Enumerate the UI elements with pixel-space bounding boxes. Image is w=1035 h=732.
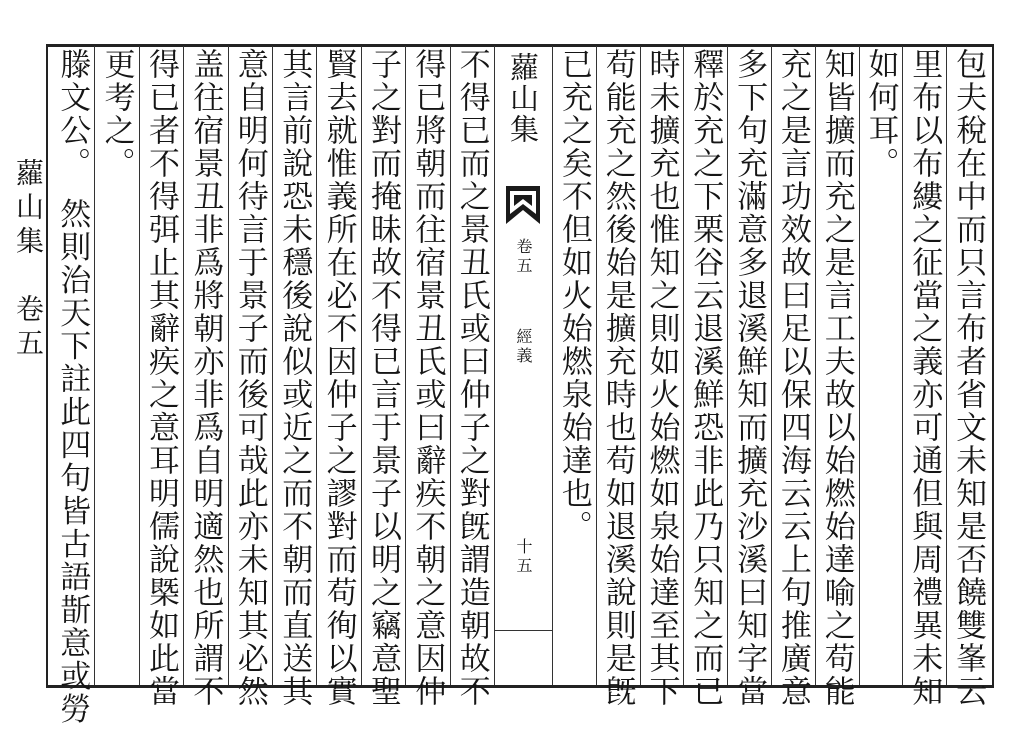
text-column: 賢去就惟義所在必不因仲子之謬對而苟徇以實 (320, 48, 357, 708)
text-column: 包夫稅在中而只言布者省文未知是否饒雙峯云 (950, 48, 987, 708)
text-column: 苟能充之然後始是擴充時也苟如退溪說則是旣 (599, 48, 636, 708)
column-rule (902, 46, 903, 685)
text-column: 時未擴充也惟知之則如火始燃如泉始達至其下 (643, 48, 680, 708)
center-strip (494, 46, 552, 685)
text-column: 得已者不得弭止其辭疾之意耳明儒說槩如此當 (143, 48, 179, 708)
text-column: 充之是言功效故曰足以保四海云云上句推廣意 (774, 48, 811, 708)
column-rule (316, 46, 317, 685)
column-rule (94, 46, 95, 685)
text-column: 已充之矣不但如火始燃泉始達也。 (555, 48, 592, 543)
column-rule (272, 46, 273, 685)
column-rule (683, 46, 684, 685)
column-rule (946, 46, 947, 685)
text-column: 子之對而掩昧故不得已言于景子以明之竊意聖 (365, 48, 401, 708)
text-column: 如何耳。 (862, 48, 899, 180)
text-column: 其言前說恐未穩後說似或近之而不朝而直送其 (276, 48, 313, 708)
center-book-title: 蘿山集 (506, 52, 540, 145)
column-rule (139, 46, 140, 685)
center-bottom-rule (494, 630, 552, 631)
center-section: 經義 (514, 328, 533, 366)
center-volume: 卷五 (514, 238, 533, 276)
text-column: 得已將朝而往宿景丑氏或曰辭疾不朝之意因仲 (409, 48, 446, 708)
column-rule (771, 46, 772, 685)
column-rule (405, 46, 406, 685)
text-column: 滕文公。 然則治天下註此四句皆古語斮意或勞 (54, 48, 91, 726)
column-rule (361, 46, 362, 685)
column-rule (228, 46, 229, 685)
text-column: 知皆擴而充之是言工夫故以始燃始達喻之苟能 (818, 48, 855, 708)
text-column: 不得已而之景丑氏或曰仲子之對旣謂造朝故不 (453, 48, 490, 708)
center-page-number: 十五 (514, 538, 533, 576)
column-rule (183, 46, 184, 685)
fishtail-mark-icon (506, 186, 540, 224)
text-column: 更考之。 (98, 48, 135, 180)
text-column: 多下句充滿意多退溪鮮知而擴充沙溪曰知字當 (731, 48, 768, 708)
text-column: 意自明何待言于景子而後可哉此亦未知其必然 (231, 48, 268, 708)
text-column: 里布以布縷之征當之義亦可通但與周禮異未知 (906, 48, 943, 708)
column-rule (596, 46, 597, 685)
column-rule (640, 46, 641, 685)
column-rule (727, 46, 728, 685)
text-column: 盖往宿景丑非爲將朝亦非爲自明適然也所謂不 (187, 48, 224, 708)
column-rule (859, 46, 860, 685)
column-rule (815, 46, 816, 685)
text-column: 釋於充之下栗谷云退溪鮮恐非此乃只知之而已 (687, 48, 724, 708)
column-rule (450, 46, 451, 685)
column-rule (494, 46, 495, 685)
side-volume-label: 蘿山集 卷五 (12, 158, 45, 362)
column-rule (552, 46, 553, 685)
